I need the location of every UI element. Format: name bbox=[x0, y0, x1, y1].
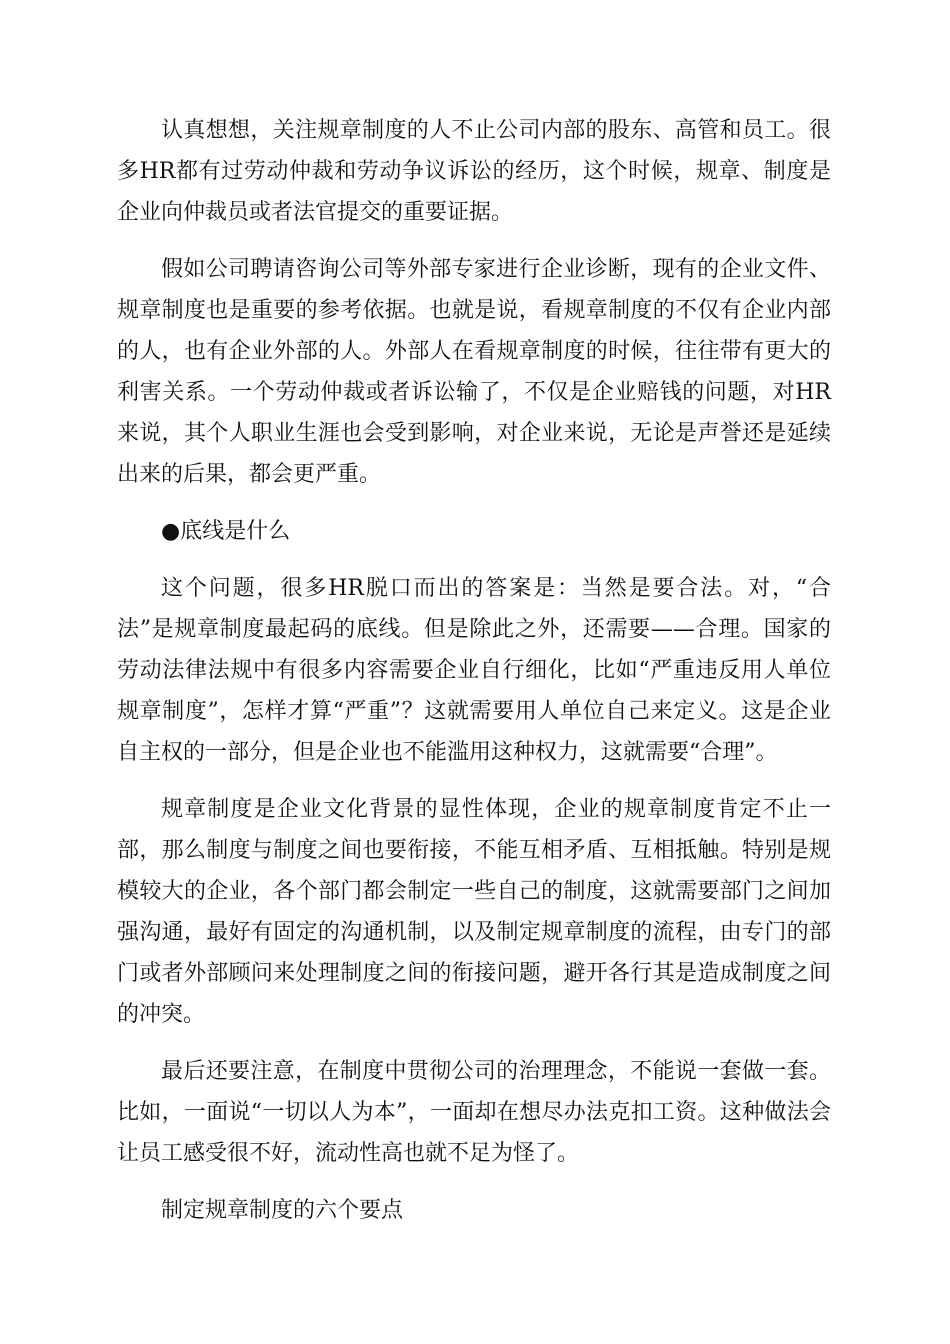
paragraph-stakeholders: 认真想想，关注规章制度的人不止公司内部的股东、高管和员工。很多HR都有过劳动仲裁和劳动争议诉讼的经历，这个时候，规章、制度是企业向仲裁员或者法官提交的重要证据。 bbox=[117, 118, 831, 225]
paragraph-external-parties: 假如公司聘请咨询公司等外部专家进行企业诊断，现有的企业文件、规章制度也是重要的参考依据。也就是说，看规章制度的不仅有企业内部的人，也有企业外部的人。外部人在看规章制度的时候，往往带有更大的利害关系。一个劳动仲裁或者诉讼输了，不仅是企业赔钱的问题，对HR来说，其个人职业生涯也会受到影响，对企业来说，无论是声誉还是延续出来的后果，都会更严重。 bbox=[117, 257, 831, 487]
paragraph-legal-and-reasonable: 这个问题，很多HR脱口而出的答案是：当然是要合法。对，“合法”是规章制度最起码的底线。但是除此之外，还需要——合理。国家的劳动法律法规中有很多内容需要企业自行细化，比如“严重违反用人单位规章制度”，怎样才算“严重”？这就需要用人单位自己来定义。这是企业自主权的一部分，但是企业也不能滥用这种权力，这就需要“合理”。 bbox=[117, 576, 831, 765]
paragraph-governance-philosophy: 最后还要注意，在制度中贯彻公司的治理理念，不能说一套做一套。比如，一面说“一切以人为本”，一面却在想尽办法克扣工资。这种做法会让员工感受很不好，流动性高也就不足为怪了。 bbox=[117, 1059, 831, 1166]
document-body bbox=[117, 110, 831, 1247]
section-heading-bottom-line: ●底线是什么 bbox=[161, 519, 291, 544]
section-heading-six-points: 制定规章制度的六个要点 bbox=[161, 1198, 404, 1223]
paragraph-consistency: 规章制度是企业文化背景的显性体现，企业的规章制度肯定不止一部，那么制度与制度之间也要衔接，不能互相矛盾、互相抵触。特别是规模较大的企业，各个部门都会制定一些自己的制度，这就需要部门之间加强沟通，最好有固定的沟通机制，以及制定规章制度的流程，由专门的部门或者外部顾问来处理制度之间的衔接问题，避开各行其是造成制度之间的冲突。 bbox=[117, 797, 831, 1027]
